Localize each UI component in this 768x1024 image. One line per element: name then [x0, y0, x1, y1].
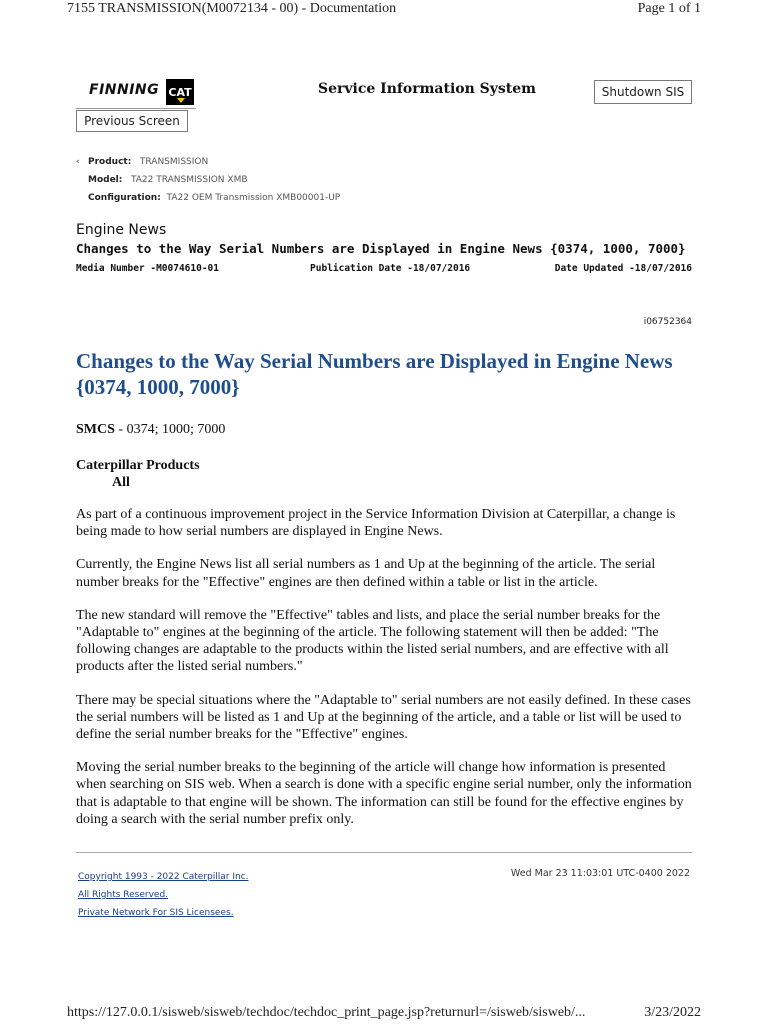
footer-links — [78, 868, 249, 922]
print-header-title: 7155 TRANSMISSION(M0072134 - 00) - Documentation — [67, 1, 397, 16]
publication-date: Publication Date -18/07/2016 — [310, 263, 471, 274]
system-title: Service Information System — [318, 81, 536, 97]
product-label: Product: — [88, 157, 132, 167]
chevron-left-icon[interactable]: ‹ — [76, 157, 80, 167]
breadcrumb-model — [76, 171, 340, 189]
copyright-link[interactable]: Copyright 1993 - 2022 Caterpillar Inc. — [78, 872, 249, 882]
document-subtitle: Changes to the Way Serial Numbers are Displayed in Engine News {0374, 1000, 7000} — [76, 241, 686, 256]
print-footer-date: 3/23/2022 — [644, 1005, 701, 1020]
model-label: Model: — [88, 175, 123, 185]
shutdown-sis-button[interactable]: Shutdown SIS — [594, 80, 692, 104]
previous-screen-button[interactable]: Previous Screen — [76, 110, 188, 132]
section-title: Engine News — [76, 222, 167, 238]
date-updated: Date Updated -18/07/2016 — [554, 263, 692, 274]
products-label: Caterpillar Products — [76, 458, 200, 473]
cat-triangle-icon — [177, 98, 185, 103]
model-value: TA22 TRANSMISSION XMB — [130, 175, 248, 185]
document-id: i06752364 — [643, 317, 692, 327]
paragraph: As part of a continuous improvement project in the Service Information Division at Caterpillar, a change is being made to how serial numbers are displayed in Engine News. — [76, 507, 676, 540]
paragraph: Moving the serial number breaks to the beginning of the article will change how information is presented when searching on SIS web. When a search is done with a specific engine serial number, only the information that is adaptable to that engine will be shown. The information can still be found for the effective engines by doing a search with the serial number prefix only. — [76, 760, 692, 827]
caterpillar-products — [76, 457, 200, 491]
smcs-value: - 0374; 1000; 7000 — [114, 422, 226, 437]
smcs-label: SMCS — [76, 422, 115, 437]
breadcrumb-product — [76, 153, 340, 171]
paragraph: The new standard will remove the "Effective" tables and lists, and place the serial number breaks for the "Adaptable to" engines at the beginning of the article. The following statement will then be added: "The following changes are adaptable to the products within the listed serial numbers, and are effective with all products after the listed serial numbers." — [76, 607, 669, 675]
print-header-page: Page 1 of 1 — [637, 1, 701, 16]
breadcrumb-configuration — [76, 189, 340, 207]
rights-link[interactable]: All Rights Reserved. — [78, 890, 169, 900]
product-value: TRANSMISSION — [139, 157, 209, 167]
cat-logo-icon: CAT — [166, 79, 194, 105]
smcs-line — [76, 422, 225, 438]
paragraph: There may be special situations where the "Adaptable to" serial numbers are not easily defined. In these cases the serial numbers will be listed as 1 and Up at the beginning of the article, and a table or list will be used to define the serial number breaks for the "Effective" engines. — [76, 692, 691, 743]
network-link[interactable]: Private Network For SIS Licensees. — [78, 908, 234, 918]
configuration-value: TA22 OEM Transmission XMB00001-UP — [166, 193, 341, 203]
finning-cat-logo — [76, 74, 196, 109]
products-value: All — [112, 475, 130, 490]
article-body — [76, 506, 696, 844]
print-footer-url: https://127.0.0.1/sisweb/sisweb/techdoc/techdoc_print_page.jsp?returnurl=/sisweb/sisweb/... — [67, 1005, 586, 1020]
paragraph: Currently, the Engine News list all serial numbers as 1 and Up at the beginning of the article. The serial number breaks for the "Effective" engines are then defined within a table or list in the article. — [76, 557, 656, 590]
media-number: Media Number -M0074610-01 — [76, 263, 219, 274]
logo-finning-text: FINNING — [89, 82, 160, 98]
article-title: Changes to the Way Serial Numbers are Displayed in Engine News {0374, 1000, 7000} — [76, 349, 673, 399]
footer-timestamp: Wed Mar 23 11:03:01 UTC-0400 2022 — [510, 868, 690, 879]
configuration-label: Configuration: — [88, 193, 161, 203]
breadcrumb — [76, 153, 340, 207]
footer-divider — [76, 852, 692, 853]
